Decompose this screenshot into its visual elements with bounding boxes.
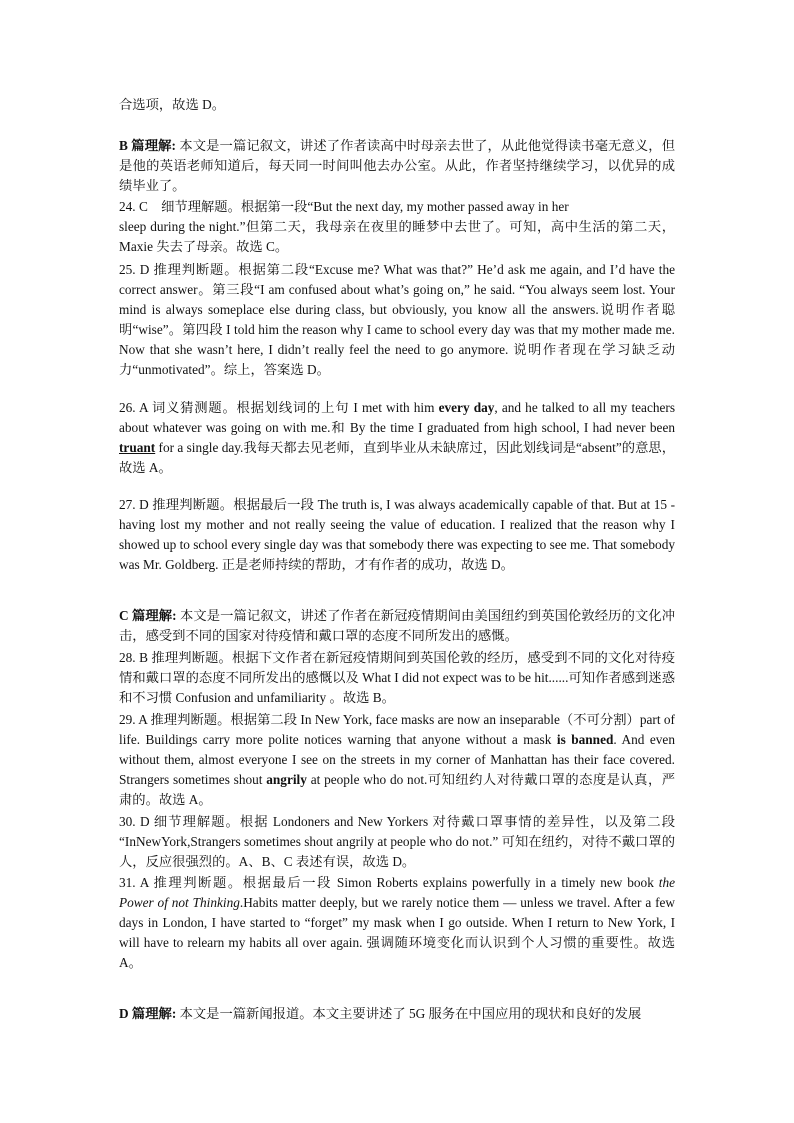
passage-b-summary-text: 本文是一篇记叙文，讲述了作者读高中时母亲去世了，从此他觉得读书毫无意义，但是他的英语老师知道后，每天同一时间叫他去办公室。从此，作者坚持继续学习，以优异的成绩毕业了。: [119, 138, 675, 193]
question-27: 27. D 推理判断题。根据最后一段 The truth is, I was always academically capable of that. But at 15 - having lost my mother and not really seeing the value of education. I realized that the reason why I showed up to school every single day was that somebody there was expecting to see me. That somebody was Mr. Goldberg. 正是老师持续的帮助，才有作者的成功，故选 D。: [119, 497, 675, 572]
question-28: 28. B 推理判断题。根据下文作者在新冠疫情期间到英国伦敦的经历，感受到不同的文化对待疫情和戴口罩的态度不同所发出的感慨以及 What I did not expect was to be hit......可知作者感到迷惑和不习惯 Confusion and unfamiliarity 。故选 B。: [119, 650, 675, 705]
passage-d-summary-text: 本文是一篇新闻报道。本文主要讲述了 5G 服务在中国应用的现状和良好的发展: [176, 1006, 642, 1021]
question-31: [119, 873, 675, 973]
passage-c-summary-text: 本文是一篇记叙文，讲述了作者在新冠疫情期间由美国纽约到英国伦敦经历的文化冲击，感受到不同的国家对待疫情和戴口罩的态度不同所发出的感慨。: [119, 608, 676, 643]
q29-text-c: at people who do not.可知纽约人对待戴口罩的态度是认真，严肃的。故选 A。: [119, 772, 675, 807]
q26-underlined-word: truant: [119, 440, 156, 455]
passage-b-summary: [119, 136, 675, 196]
q26-text-c: for a single day.我每天都去见老师，直到毕业从未缺席过，因此划线词是“absent”的意思，故选 A。: [119, 440, 675, 475]
passage-b-label: B 篇理解:: [119, 138, 176, 153]
question-25: 25. D 推理判断题。根据第二段“Excuse me? What was that?” He’d ask me again, and I’d have the correct answer。第三段“I am confused about what’s going on,” he said. “You always seem lost. Your mind is always someplace else during class, but obviously, you know all the answers.说明作者聪明“wise”。第四段 I told him the reason why I came to school every day was that my mother made me. Now that she wasn’t here, I didn’t really feel the need to go anymore. 说明作者现在学习缺乏动力“unmotivated”。综上，答案选 D。: [119, 262, 675, 377]
passage-d-summary: [119, 1004, 675, 1024]
passage-c-label: C 篇理解:: [119, 608, 177, 623]
question-24-line2: sleep during the night.”但第二天，我母亲在夜里的睡梦中去世了。可知，高中生活的第二天，Maxie 失去了母亲。故选 C。: [119, 219, 675, 254]
question-29: [119, 710, 675, 810]
q31-italic-book-title: the Power of not Thinking: [119, 875, 675, 910]
passage-d-label: D 篇理解:: [119, 1006, 177, 1021]
passage-c-summary: [119, 606, 675, 646]
question-26: [119, 398, 675, 478]
q26-text-a: 26. A 词义猜测题。根据划线词的上句 I met with him: [119, 400, 439, 415]
q29-bold-angrily: angrily: [266, 772, 307, 787]
q29-text-a: 29. A 推理判断题。根据第二段 In New York, face masks are now an inseparable（不可分割）part of life. Buildings carry more polite notices warning that anyone without a mask: [119, 712, 675, 747]
q29-bold-is-banned: is banned: [556, 732, 614, 747]
question-30: 30. D 细节理解题。根据 Londoners and New Yorkers 对待戴口罩事情的差异性，以及第二段 “InNewYork,Strangers sometimes shout angrily at people who do not.” 可知在纽约，对待不戴口罩的人，反应很强烈的。A、B、C 表述有误，故选 D。: [119, 814, 675, 869]
q26-text-b: , and he talked to all my teachers about whatever was going on with me.和 By the time I graduated from high school, I had never been: [119, 400, 676, 435]
q31-text-a: 31. A 推理判断题。根据最后一段 Simon Roberts explains powerfully in a timely new book: [119, 875, 659, 890]
lead-tail: 合选项，故选 D。: [119, 97, 226, 112]
q29-text-b: . And even without them, almost everyone I see on the streets in my corner of Manhattan has their face covered. Strangers sometimes shout: [119, 732, 675, 787]
question-24-line1: 24. C 细节理解题。根据第一段“But the next day, my mother passed away in her: [119, 199, 569, 214]
q26-bold-every-day: every day: [438, 400, 495, 415]
q31-text-b: .Habits matter deeply, but we rarely notice them — unless we travel. After a few days in London, I have started to “forget” my mask when I go outside. When I return to New York, I will have to relearn my habits all over again. 强调随环境变化而认识到个人习惯的重要性。故选 A。: [119, 895, 675, 970]
